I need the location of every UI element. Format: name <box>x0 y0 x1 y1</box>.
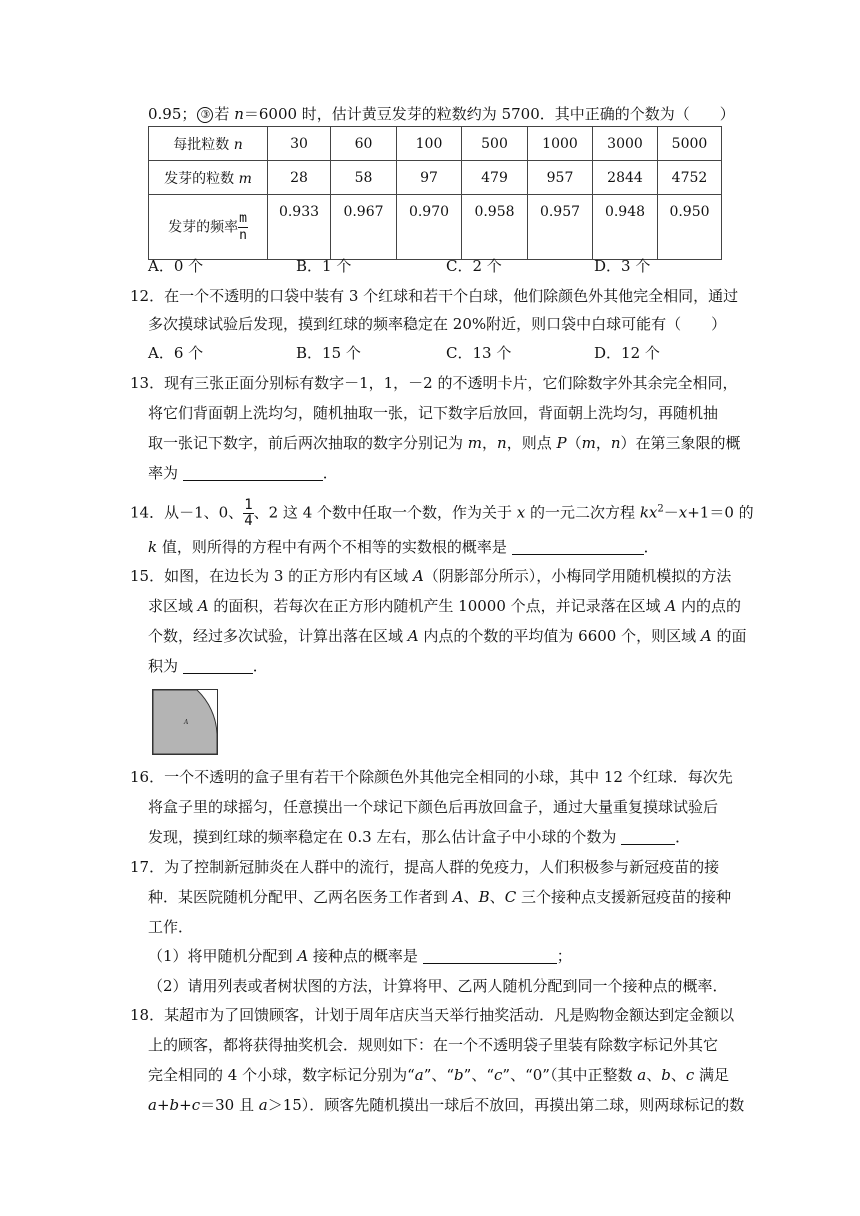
q15-line-2: 求区域 A 的面积，若每次在正方形内随机产生 10000 个点，并记录落在区域 A 内的点的 <box>148 597 742 615</box>
q14-line-2: k 值，则所得的方程中有两个不相等的实数根的概率是 ． <box>148 538 659 556</box>
fraction-one-quarter: $\frac{1}{4}$ <box>244 497 253 529</box>
q12-option-d: D．12 个 <box>594 344 660 362</box>
q16-line-1: 16．一个不透明的盒子里有若干个除颜色外其他完全相同的小球，其中 12 个红球．每次先 <box>130 768 733 786</box>
q11-continuation <box>148 104 735 124</box>
q17-sub-1: （1）将甲随机分配到 A 接种点的概率是 ； <box>148 947 572 965</box>
q18-line-1: 18．某超市为了回馈顾客，计划于周年店庆当天举行抽奖活动．凡是购物金额达到定金额以 <box>130 1006 735 1024</box>
region-label: A <box>184 719 189 726</box>
fraction-m-over-n: $\frac{m}{n}$ <box>239 210 247 243</box>
table-cell: 957 <box>528 161 593 195</box>
answer-blank[interactable] <box>423 949 557 964</box>
table-row <box>149 161 722 195</box>
table-cell: 0.948 <box>593 195 658 260</box>
table-cell: 97 <box>397 161 462 195</box>
q16-line-3: 发现，摸到红球的频率稳定在 0.3 左右，那么估计盒子中小球的个数为 ． <box>148 828 691 846</box>
text: ＝6000 时，估计黄豆发芽的粒数约为 5700．其中正确的个数为（ ） <box>243 105 735 123</box>
germination-table <box>148 126 722 260</box>
q13-line-2: 将它们背面朝上洗均匀，随机抽取一张，记下数字后放回，背面朝上洗均匀，再随机抽 <box>148 404 719 422</box>
q17-line-1: 17．为了控制新冠肺炎在人群中的流行，提高人群的免疫力，人们积极参与新冠疫苗的接 <box>130 858 720 876</box>
table-cell: 30 <box>268 127 331 161</box>
var-n: n <box>234 105 244 123</box>
q15-line-4: 积为 ． <box>148 657 268 675</box>
table-cell: 60 <box>331 127 397 161</box>
q12-option-c: C．13 个 <box>446 344 512 362</box>
table-cell: 5000 <box>658 127 722 161</box>
answer-blank[interactable] <box>621 830 675 845</box>
row-label: 发芽的粒数 m <box>149 161 268 195</box>
row-label: 发芽的频率 $\frac{m}{n}$ <box>149 195 268 260</box>
table-cell: 479 <box>462 161 528 195</box>
table-cell: 0.933 <box>268 195 331 260</box>
q18-line-4: a+b+c＝30 且 a＞15）．顾客先随机摸出一球后不放回，再摸出第二球，则两球标记的数 <box>148 1096 745 1114</box>
quarter-circle-region <box>153 690 217 754</box>
table-cell: 0.958 <box>462 195 528 260</box>
q12-line-1: 12．在一个不透明的口袋中装有 3 个红球和若干个白球，他们除颜色外其他完全相同，通过 <box>130 287 739 305</box>
q17-sub-2: （2）请用列表或者树状图的方法，计算将甲、乙两人随机分配到同一个接种点的概率． <box>148 977 728 995</box>
q14-line-1: 14．从－1、0、 $\frac{1}{4}$ 、2 这 4 个数中任取一个数，作为关于 x 的一元二次方程 $kx^2-x+1=0$ 的 <box>130 497 754 529</box>
q17-line-2: 种．某医院随机分配甲、乙两名医务工作者到 A、B、C 三个接种点支援新冠疫苗的接种 <box>148 888 731 906</box>
circled-number: ③ <box>197 107 213 123</box>
q13-line-4: 率为 ． <box>148 464 338 482</box>
answer-blank[interactable] <box>183 466 323 481</box>
table-cell: 0.970 <box>397 195 462 260</box>
table-cell: 500 <box>462 127 528 161</box>
table-cell: 100 <box>397 127 462 161</box>
q15-line-3: 个数，经过多次试验，计算出落在区域 A 内点的个数的平均值为 6600 个，则区域 A 的面 <box>148 627 747 645</box>
q12-line-2: 多次摸球试验后发现，摸到红球的频率稳定在 20%附近，则口袋中白球可能有（ ） <box>148 315 727 333</box>
answer-blank[interactable] <box>512 540 644 555</box>
table-cell: 0.967 <box>331 195 397 260</box>
table-row <box>149 127 722 161</box>
table-row <box>149 195 722 260</box>
q11-option-d: D．3 个 <box>594 257 651 275</box>
answer-blank[interactable] <box>183 659 253 674</box>
q13-line-1: 13．现有三张正面分别标有数字－1，1，－2 的不透明卡片，它们除数字外其余完全相同， <box>130 374 738 392</box>
q17-line-3: 工作． <box>148 918 194 936</box>
q11-option-a: A．0 个 <box>148 257 204 275</box>
table-cell: 58 <box>331 161 397 195</box>
table-cell: 2844 <box>593 161 658 195</box>
q18-line-2: 上的顾客，都将获得抽奖机会．规则如下：在一个不透明袋子里装有除数字标记外其它 <box>148 1036 719 1054</box>
table-cell: 4752 <box>658 161 722 195</box>
q12-option-b: B．15 个 <box>296 344 361 362</box>
row-label: 每批粒数 n <box>149 127 268 161</box>
q16-line-2: 将盒子里的球摇匀，任意摸出一个球记下颜色后再放回盒子，通过大量重复摸球试验后 <box>148 798 719 816</box>
table-cell: 0.957 <box>528 195 593 260</box>
q11-option-b: B．1 个 <box>296 257 352 275</box>
q15-line-1: 15．如图，在边长为 3 的正方形内有区域 A（阴影部分所示），小梅同学用随机模拟的方法 <box>130 567 732 585</box>
q11-option-c: C．2 个 <box>446 257 502 275</box>
square-region-figure <box>152 689 218 755</box>
table-cell: 3000 <box>593 127 658 161</box>
text: 若 <box>214 105 235 123</box>
q18-line-3: 完全相同的 4 个小球，数字标记分别为“a”、“b”、“c”、“0”（其中正整数 a、b、c 满足 <box>148 1066 730 1084</box>
text: 0.95； <box>148 105 197 123</box>
table-cell: 28 <box>268 161 331 195</box>
q12-option-a: A．6 个 <box>148 344 204 362</box>
q13-line-3: 取一张记下数字，前后两次抽取的数字分别记为 m，n，则点 P（m，n）在第三象限的概 <box>148 434 741 452</box>
table-cell: 1000 <box>528 127 593 161</box>
table-cell: 0.950 <box>658 195 722 260</box>
